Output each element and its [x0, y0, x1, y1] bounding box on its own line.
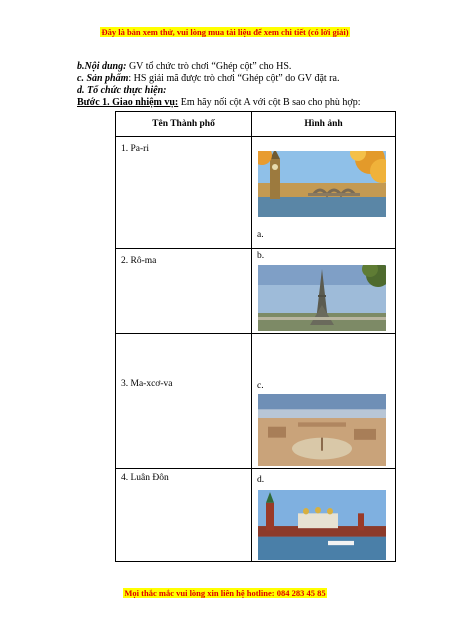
paris-eiffel-tower-image — [258, 265, 386, 331]
content-line-b — [77, 61, 291, 73]
city-label: 1. Pa-ri — [121, 144, 149, 154]
step-1-label: Bước 1. Giao nhiệm vụ: — [77, 97, 179, 108]
table-row — [116, 137, 396, 249]
city-cell — [116, 137, 252, 249]
city-label: 3. Ma-xcơ-va — [121, 379, 173, 389]
hotline-text: Mọi thắc mắc vui lòng xin liên hệ hotline: 084 283 45 85 — [124, 588, 326, 598]
header-city: Tên Thành phố — [116, 112, 252, 137]
preview-notice-banner — [0, 27, 450, 37]
table-header-row — [116, 112, 396, 137]
content-line-d — [77, 85, 166, 97]
city-cell — [116, 334, 252, 469]
preview-notice-text: Đây là bản xem thử, vui lòng mua tài liệu để xem chi tiết (có lời giải) — [101, 27, 349, 37]
image-cell — [252, 334, 396, 469]
matching-table — [115, 111, 396, 562]
city-label: 2. Rô-ma — [121, 256, 157, 266]
option-label: d. — [257, 475, 265, 485]
city-label: 4. Luân Đôn — [121, 473, 169, 483]
section-b-text: GV tổ chức trò chơi “Ghép cột” cho HS. — [126, 61, 292, 72]
table-row — [116, 334, 396, 469]
moscow-kremlin-image — [258, 490, 386, 560]
step-1-text: Em hãy nối cột A với cột B sao cho phù hợp: — [178, 97, 361, 108]
london-big-ben-image — [258, 151, 386, 217]
city-cell — [116, 249, 252, 334]
image-cell — [252, 469, 396, 562]
header-image: Hình ảnh — [252, 112, 396, 137]
section-c-text: : HS giải mã được trò chơi “Ghép cột” do GV đặt ra. — [128, 73, 340, 84]
city-cell — [116, 469, 252, 562]
section-d-label: d. Tổ chức thực hiện: — [77, 85, 167, 96]
rome-city-image — [258, 394, 386, 466]
hotline-banner — [0, 588, 450, 598]
content-line-step — [77, 97, 361, 109]
table-row — [116, 249, 396, 334]
option-label: b. — [257, 251, 265, 261]
section-c-label: c. Sản phẩm — [77, 73, 129, 84]
section-b-label: b.Nội dung: — [77, 61, 127, 72]
option-label: c. — [257, 381, 264, 391]
table-row — [116, 469, 396, 562]
content-line-c — [77, 73, 339, 85]
image-cell — [252, 249, 396, 334]
image-cell — [252, 137, 396, 249]
option-label: a. — [257, 230, 264, 240]
